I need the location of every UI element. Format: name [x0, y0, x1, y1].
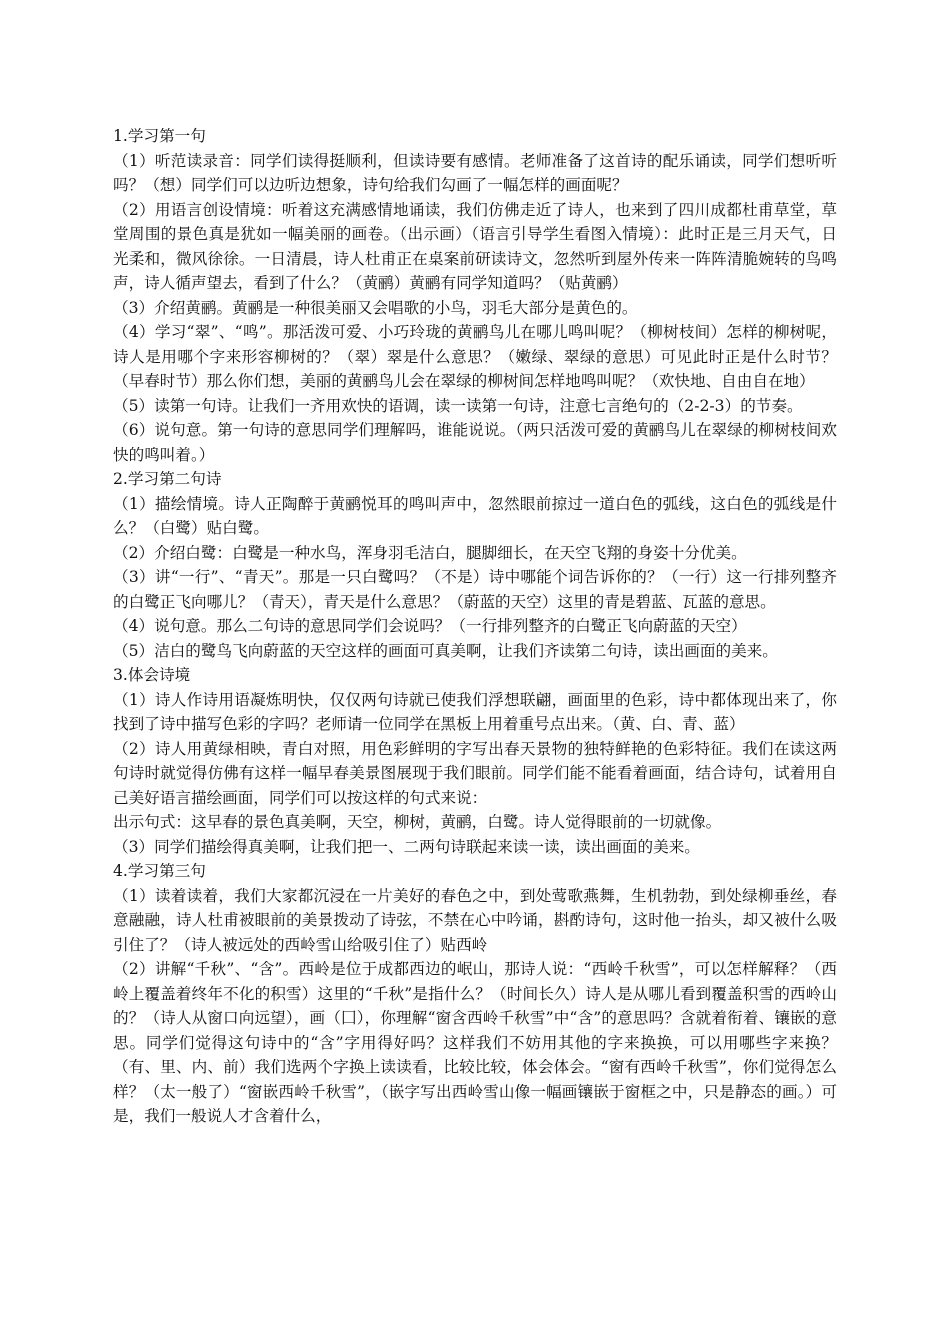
- paragraph: （1）描绘情境。诗人正陶醉于黄鹂悦耳的鸣叫声中，忽然眼前掠过一道白色的弧线，这白色的弧线是什么？（白鹭）贴白鹭。: [113, 494, 837, 537]
- paragraph: （3）同学们描绘得真美啊，让我们把一、二两句诗联起来读一读，读出画面的美来。: [113, 837, 700, 856]
- paragraph: （2）讲解“千秋”、“含”。西岭是位于成都西边的岷山，那诗人说：“西岭千秋雪”，可以怎样解释？（西岭上覆盖着终年不化的积雪）这里的“千秋”是指什么？（时间长久）诗人是从哪儿看到覆盖积雪的西岭山的？（诗人从窗口向远望），画（囗），你理解“窗含西岭千秋雪”中“含”的意思吗？含就着衔着、镶嵌的意思。同学们觉得这句诗中的“含”字用得好吗？这样我们不妨用其他的字来换换，可以用哪些字来换？（有、里、内、前）我们选两个字换上读读看，比较比较，体会体会。“窗有西岭千秋雪”，你们觉得怎么样？（太一般了）“窗嵌西岭千秋雪”，（嵌字写出西岭雪山像一幅画镶嵌于窗框之中，只是静态的画。）可是，我们一般说人才含着什么，: [113, 960, 837, 1125]
- paragraph: （2）诗人用黄绿相映，青白对照，用色彩鲜明的字写出春天景物的独特鲜艳的色彩特征。我们在读这两句诗时就觉得仿佛有这样一幅早春美景图展现于我们眼前。同学们能不能看着画面，结合诗句，试着用自己美好语言描绘画面，同学们可以按这样的句式来说：: [113, 739, 837, 807]
- paragraph: （6）说句意。第一句诗的意思同学们理解吗，谁能说说。（两只活泼可爱的黄鹂鸟儿在翠绿的柳树枝间欢快的鸣叫着。）: [113, 421, 837, 464]
- paragraph: （1）读着读着，我们大家都沉浸在一片美好的春色之中，到处莺歌燕舞，生机勃勃，到处绿柳垂丝，春意融融，诗人杜甫被眼前的美景拨动了诗弦，不禁在心中吟诵，斟酌诗句，这时他一抬头，却又被什么吸引住了？（诗人被远处的西岭雪山给吸引住了）贴西岭: [113, 886, 837, 954]
- section-heading-3: 3.体会诗境: [113, 666, 191, 684]
- paragraph: （5）读第一句诗。让我们一齐用欢快的语调，读一读第一句诗，注意七言绝句的（2-2-3）的节奏。: [113, 396, 803, 415]
- paragraph: （3）介绍黄鹂。黄鹂是一种很美丽又会唱歌的小鸟，羽毛大部分是黄色的。: [113, 298, 638, 317]
- paragraph: （4）学习“翠”、“鸣”。那活泼可爱、小巧玲珑的黄鹂鸟儿在哪儿鸣叫呢？（柳树枝间）怎样的柳树呢，诗人是用哪个字来形容柳树的？（翠）翠是什么意思？（嫩绿、翠绿的意思）可见此时正是什么时节？（早春时节）那么你们想，美丽的黄鹂鸟儿会在翠绿的柳树间怎样地鸣叫呢？（欢快地、自由自在地）: [113, 323, 837, 390]
- section-heading-1: 1.学习第一句: [113, 127, 206, 145]
- paragraph: 出示句式：这早春的景色真美啊，天空，柳树，黄鹂，白鹭。诗人觉得眼前的一切就像。: [113, 813, 722, 831]
- section-heading-2: 2.学习第二句诗: [113, 470, 222, 488]
- paragraph: （5）洁白的鹭鸟飞向蔚蓝的天空这样的画面可真美啊，让我们齐读第二句诗，读出画面的美来。: [113, 641, 778, 660]
- paragraph: （2）用语言创设情境：听着这充满感情地诵读，我们仿佛走近了诗人，也来到了四川成都杜甫草堂，草堂周围的景色真是犹如一幅美丽的画卷。（出示画）（语言引导学生看图入情境）：此时正是三月天气，日光柔和，微风徐徐。一日清晨，诗人杜甫正在桌案前研读诗文，忽然听到屋外传来一阵阵清脆婉转的鸟鸣声，诗人循声望去，看到了什么？（黄鹂）黄鹂有同学知道吗？（贴黄鹂）: [113, 200, 837, 292]
- document-body: [113, 124, 837, 1129]
- paragraph: （3）讲“一行”、“青天”。那是一只白鹭吗？（不是）诗中哪能个词告诉你的？（一行）这一行排列整齐的白鹭正飞向哪儿？（青天），青天是什么意思？（蔚蓝的天空）这里的青是碧蓝、瓦蓝的意思。: [113, 568, 837, 611]
- paragraph: （1）听范读录音：同学们读得挺顺利，但读诗要有感情。老师准备了这首诗的配乐诵读，同学们想听听吗？（想）同学们可以边听边想象，诗句给我们勾画了一幅怎样的画面呢？: [113, 151, 837, 194]
- paragraph: （2）介绍白鹭：白鹭是一种水鸟，浑身羽毛洁白，腿脚细长，在天空飞翔的身姿十分优美。: [113, 543, 747, 562]
- paragraph: （4）说句意。那么二句诗的意思同学们会说吗？（一行排列整齐的白鹭正飞向蔚蓝的天空）: [113, 617, 747, 635]
- paragraph: （1）诗人作诗用语凝炼明快，仅仅两句诗就已使我们浮想联翩，画面里的色彩，诗中都体现出来了，你找到了诗中描写色彩的字吗？老师请一位同学在黑板上用着重号点出来。（黄、白、青、蓝）: [113, 690, 837, 733]
- section-heading-4: 4.学习第三句: [113, 862, 206, 880]
